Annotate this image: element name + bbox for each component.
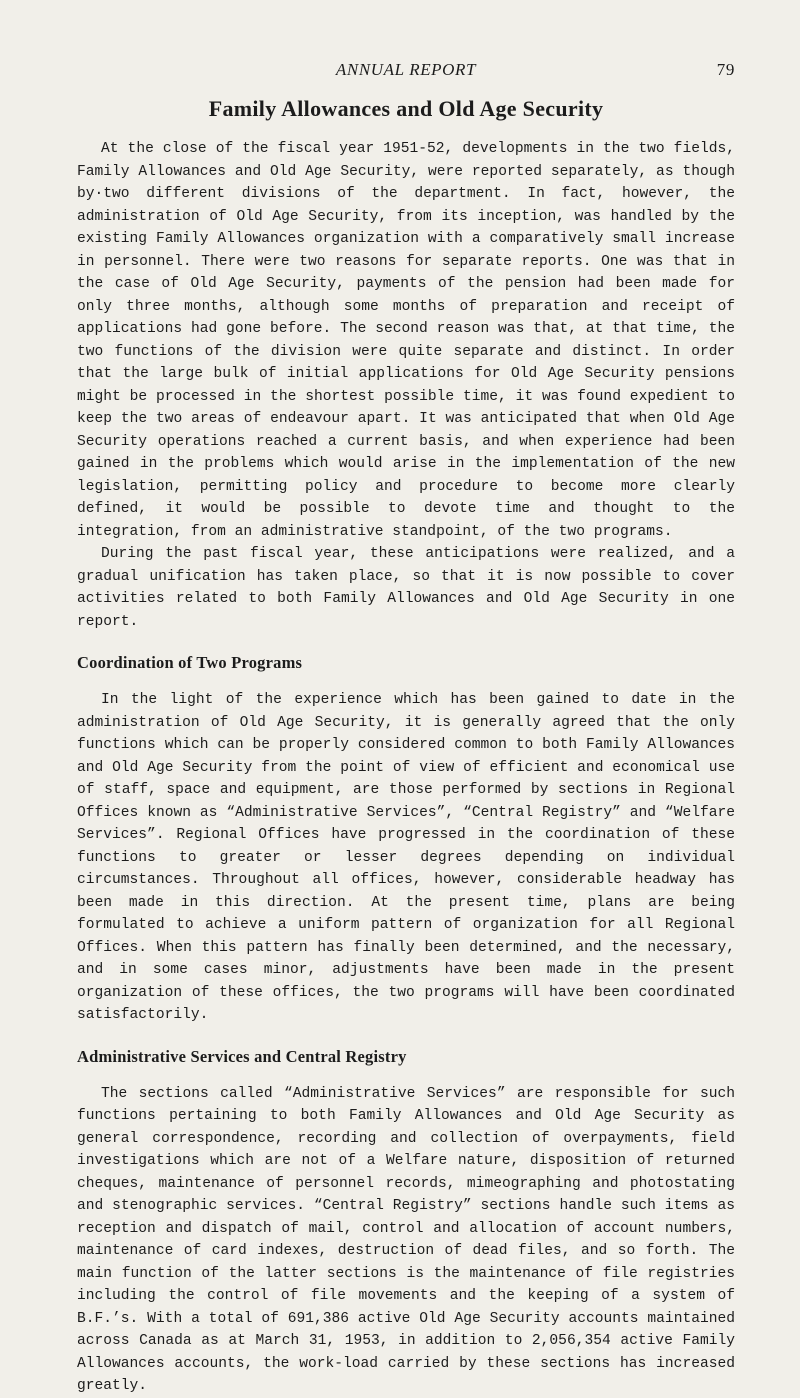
report-page [77,60,735,1398]
main-title: Family Allowances and Old Age Security [208,96,604,121]
running-head [77,60,735,86]
section-heading-coordination: Coordination of Two Programs [77,653,303,672]
intro-paragraph-1: At the close of the fiscal year 1951-52, developments in the two fields, Family Allowances and Old Age Security, were reported separately, as though by·two different divisions of the department. In fact, however, the administration of Old Age Security, from its inception, was handled by the existing Family Allowances organization with a comparatively small increase in personnel. There were two reasons for separate reports. One was that in the case of Old Age Security, payments of the pension had been made for only three months, although some months of preparation and receipt of applications had gone before. The second reason was that, at that time, the two functions of the division were quite separate and distinct. In order that the large bulk of initial applications for Old Age Security pensions might be processed in the shortest possible time, it was found expedient to keep the two areas of endeavour apart. It was anticipated that when Old Age Security operations reached a current basis, and when experience had been gained in the problems which would arise in the implementation of the new legislation, permitting policy and procedure to become more clearly defined, it would be possible to devote time and thought to the integration, from an administrative standpoint, of the two programs. [77,141,735,540]
section-heading-administrative-services: Administrative Services and Central Registry [77,1046,407,1066]
administrative-services-paragraph: The sections called “Administrative Services” are responsible for such functions pertaining to both Family Allowances and Old Age Security as general correspondence, recording and collection of overpayments, field investigations which are not of a Welfare nature, disposition of returned cheques, maintenance of personnel records, mimeographing and photostating and stenographic services. “Central Registry” sections handle such items as reception and dispatch of mail, control and allocation of account numbers, maintenance of card indexes, destruction of dead files, and so forth. The main function of the latter sections is the maintenance of file registries including the control of file movements and the keeping of a system of B.F.’s. With a total of 691,386 active Old Age Security accounts maintained across Canada as at March 31, 1953, in addition to 2,056,354 active Family Allowances accounts, the work-load carried by these sections has increased greatly. [77,1085,735,1394]
coordination-paragraph: In the light of the experience which has been gained to date in the administration of Old Age Security, it is generally agreed that the only functions which can be properly considered common to both Family Allowances and Old Age Security from the point of view of efficient and economical use of staff, space and equipment, are those performed by sections in Regional Offices known as “Administrative Services”, “Central Registry” and “Welfare Services”. Regional Offices have progressed in the coordination of these functions to greater or lesser degrees depending on individual circumstances. Throughout all offices, however, considerable headway has been made in this direction. At the present time, plans are being formulated to achieve a uniform pattern of organization for all Regional Offices. When this pattern has finally been determined, and the necessary, and in some cases minor, adjustments have been made in the present organization of these offices, the two programs will have been coordinated satisfactorily. [77,692,735,1023]
page-number: 79 [716,60,735,79]
intro-paragraph-2: During the past fiscal year, these anticipations were realized, and a gradual unification has taken place, so that it is now possible to cover activities related to both Family Allowances and Old Age Security in one report. [77,546,735,630]
running-title: ANNUAL REPORT [335,60,477,79]
